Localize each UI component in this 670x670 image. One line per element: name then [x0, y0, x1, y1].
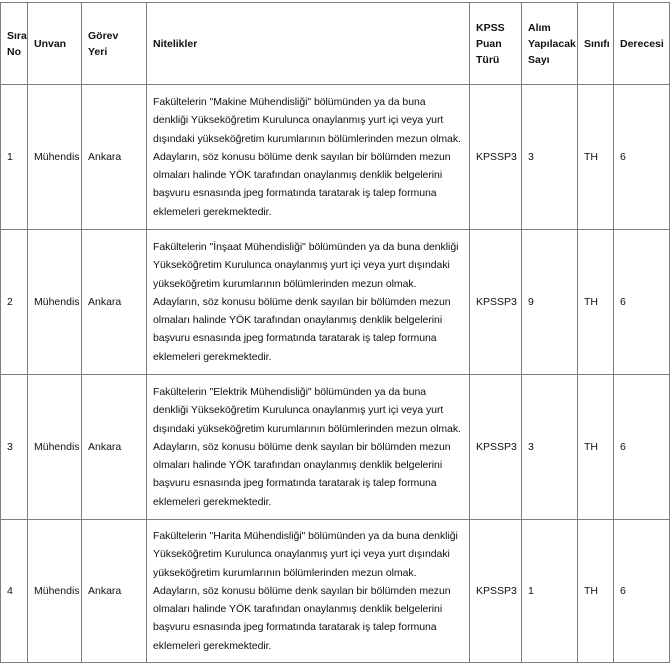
- cell-sinifi: TH: [578, 520, 614, 663]
- cell-sira-no: 1: [1, 85, 28, 230]
- table-row: [1, 520, 670, 663]
- header-derecesi: Derecesi: [614, 3, 670, 85]
- cell-nitelikler: [147, 85, 470, 230]
- cell-gorev-yeri: Ankara: [82, 520, 147, 663]
- qualification-text: Fakültelerin "İnşaat Mühendisliği" bölümünden ya da buna denkliği Yükseköğretim Kurulunca onaylanmış yurt içi veya yurt dışındaki yükseköğretim kurumlarının bölümlerinden mezun olmak. Adayların, söz konusu bölüme denk sayılan bir bölümden mezun olmaları halinde YÖK tarafından onaylanmış denklik belgelerini başvuru esnasında jpeg formatında taratarak iş talep formuna eklemeleri gerekmektedir.: [153, 241, 459, 363]
- cell-unvan: Mühendis: [28, 375, 82, 520]
- cell-kpss-puan-turu: KPSSP3: [470, 85, 522, 230]
- cell-unvan: Mühendis: [28, 85, 82, 230]
- cell-nitelikler: [147, 230, 470, 375]
- header-nitelikler: Nitelikler: [147, 3, 470, 85]
- positions-table: [0, 2, 670, 663]
- qualification-text: Fakültelerin "Elektrik Mühendisliği" bölümünden ya da buna denkliği Yükseköğretim Kurulunca onaylanmış yurt içi veya yurt dışındaki yükseköğretim kurumlarının bölümlerinden mezun olmak. Adayların, söz konusu bölüme denk sayılan bir bölümden mezun olmaları halinde YÖK tarafından onaylanmış denklik belgelerini başvuru esnasında jpeg formatında taratarak iş talep formuna eklemeleri gerekmektedir.: [153, 386, 461, 508]
- table-row: [1, 85, 670, 230]
- table-row: [1, 230, 670, 375]
- cell-gorev-yeri: Ankara: [82, 230, 147, 375]
- cell-sira-no: 4: [1, 520, 28, 663]
- cell-unvan: Mühendis: [28, 520, 82, 663]
- header-sinifi: Sınıfı: [578, 3, 614, 85]
- cell-kpss-puan-turu: KPSSP3: [470, 230, 522, 375]
- qualification-text: Fakültelerin "Harita Mühendisliği" bölümünden ya da buna denkliği Yükseköğretim Kurulunca onaylanmış yurt içi veya yurt dışındaki yükseköğretim kurumlarının bölümlerinden mezun olmak. Adayların, söz konusu bölüme denk sayılan bir bölümden mezun olmaları halinde YÖK tarafından onaylanmış denklik belgelerini başvuru esnasında jpeg formatında taratarak iş talep formuna eklemeleri gerekmektedir.: [153, 530, 458, 652]
- cell-alim-sayisi: 3: [522, 85, 578, 230]
- cell-unvan: Mühendis: [28, 230, 82, 375]
- cell-kpss-puan-turu: KPSSP3: [470, 375, 522, 520]
- cell-derecesi: 6: [614, 230, 670, 375]
- header-alim-sayisi: Alım Yapılacak Sayı: [522, 3, 578, 85]
- cell-sira-no: 2: [1, 230, 28, 375]
- cell-sinifi: TH: [578, 230, 614, 375]
- header-gorev-yeri: Görev Yeri: [82, 3, 147, 85]
- cell-derecesi: 6: [614, 375, 670, 520]
- cell-nitelikler: [147, 375, 470, 520]
- cell-sinifi: TH: [578, 375, 614, 520]
- cell-alim-sayisi: 3: [522, 375, 578, 520]
- header-kpss-puan-turu: KPSS Puan Türü: [470, 3, 522, 85]
- cell-sinifi: TH: [578, 85, 614, 230]
- cell-alim-sayisi: 1: [522, 520, 578, 663]
- cell-derecesi: 6: [614, 85, 670, 230]
- qualification-text: Fakültelerin "Makine Mühendisliği" bölümünden ya da buna denkliği Yükseköğretim Kurulunca onaylanmış yurt içi veya yurt dışındaki yükseköğretim kurumlarının bölümlerinden mezun olmak. Adayların, söz konusu bölüme denk sayılan bir bölümden mezun olmaları halinde YÖK tarafından onaylanmış denklik belgelerini başvuru esnasında jpeg formatında taratarak iş talep formuna eklemeleri gerekmektedir.: [153, 96, 461, 218]
- cell-sira-no: 3: [1, 375, 28, 520]
- cell-kpss-puan-turu: KPSSP3: [470, 520, 522, 663]
- header-sira-no: Sıra No: [1, 3, 28, 85]
- header-unvan: Unvan: [28, 3, 82, 85]
- table-header-row: [1, 3, 670, 85]
- cell-gorev-yeri: Ankara: [82, 85, 147, 230]
- cell-derecesi: 6: [614, 520, 670, 663]
- cell-gorev-yeri: Ankara: [82, 375, 147, 520]
- cell-nitelikler: [147, 520, 470, 663]
- table-row: [1, 375, 670, 520]
- cell-alim-sayisi: 9: [522, 230, 578, 375]
